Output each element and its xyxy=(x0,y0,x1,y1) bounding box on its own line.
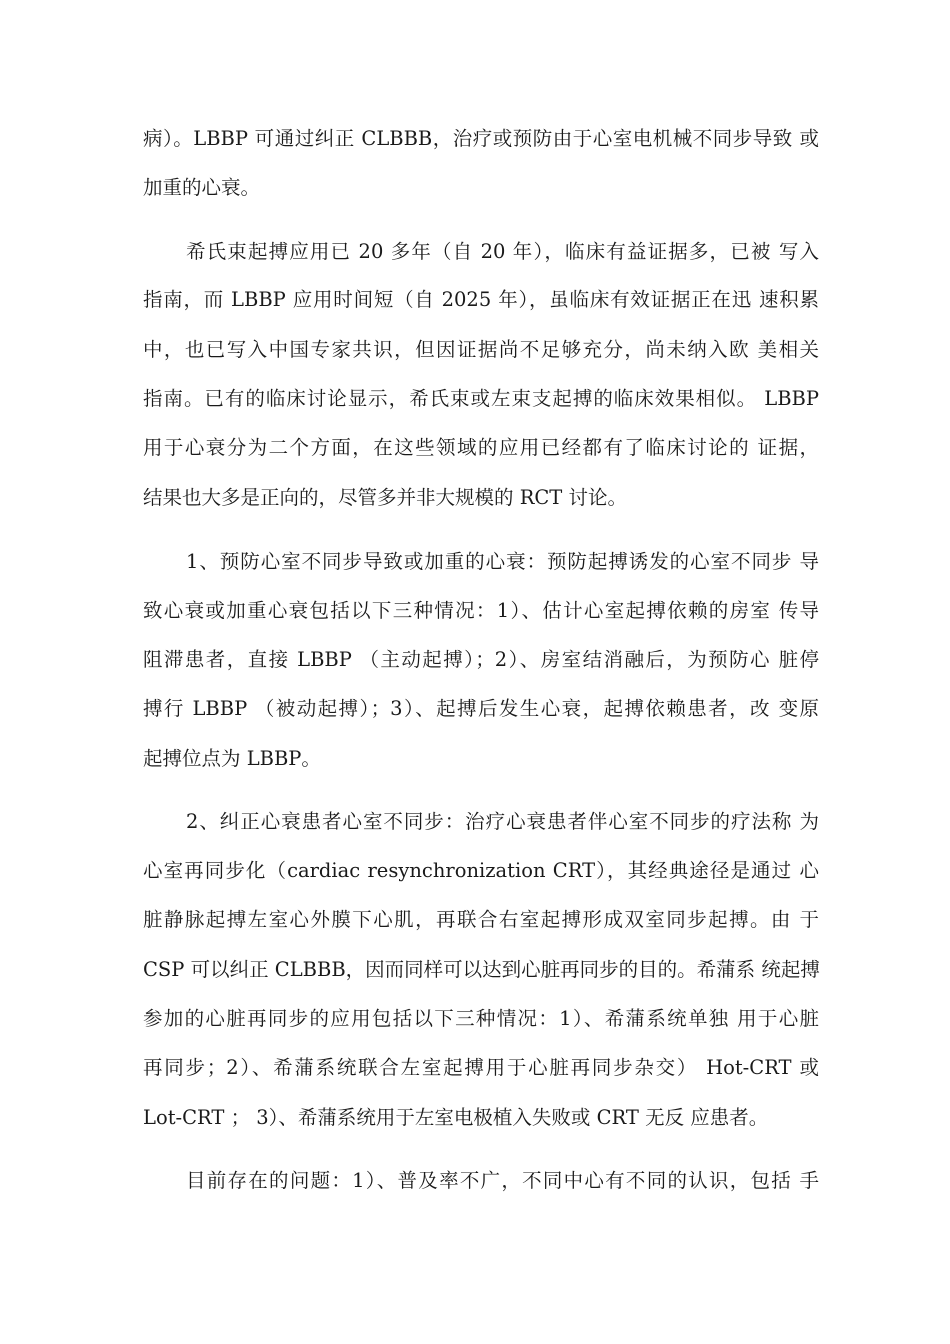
p3-line-4: 搏行 LBBP （被动起搏）；3）、起搏后发生心衰，起搏依赖患者，改 变原 xyxy=(143,697,819,720)
p3-line-5: 起搏位点为 LBBP。 xyxy=(143,747,321,770)
p2-line-2: 指南，而 LBBP 应用时间短（自 2025 年），虽临床有效证据正在迅 速积累 xyxy=(143,288,819,311)
p4-line-5: 参加的心脏再同步的应用包括以下三种情况：1）、希蒲系统单独 用于心脏 xyxy=(143,1007,819,1030)
p4-line-3: 脏静脉起搏左室心外膜下心肌，再联合右室起搏形成双室同步起搏。由 于 xyxy=(143,908,819,931)
p2-line-4: 指南。已有的临床讨论显示，希氏束或左束支起搏的临床效果相似。 LBBP xyxy=(143,387,819,410)
p4-line-4: CSP 可以纠正 CLBBB，因而同样可以达到心脏再同步的目的。希蒲系 统起搏 xyxy=(143,958,820,981)
p4-line-1: 2、纠正心衰患者心室不同步：治疗心衰患者伴心室不同步的疗法称 为 xyxy=(186,810,819,833)
p4-line-7: Lot-CRT ； 3）、希蒲系统用于左室电极植入失败或 CRT 无反 应患者。 xyxy=(143,1106,769,1129)
p1-line-2: 加重的心衰。 xyxy=(143,176,261,199)
p1-line-1: 病）。LBBP 可通过纠正 CLBBB，治疗或预防由于心室电机械不同步导致 或 xyxy=(143,127,819,150)
p3-line-1: 1、预防心室不同步导致或加重的心衰：预防起搏诱发的心室不同步 导 xyxy=(186,550,819,573)
p4-line-2: 心室再同步化（cardiac resynchronization CRT），其经典途径是通过 心 xyxy=(143,859,819,882)
p2-line-1: 希氏束起搏应用已 20 多年（自 20 年），临床有益证据多，已被 写入 xyxy=(186,240,819,263)
p2-line-3: 中，也已写入中国专家共识，但因证据尚不足够充分，尚未纳入欧 美相关 xyxy=(143,338,819,361)
p2-line-6: 结果也大多是正向的，尽管多并非大规模的 RCT 讨论。 xyxy=(143,486,628,509)
p3-line-2: 致心衰或加重心衰包括以下三种情况：1）、估计心室起搏依赖的房室 传导 xyxy=(143,599,819,622)
p2-line-5: 用于心衰分为二个方面，在这些领域的应用已经都有了临床讨论的 证据， xyxy=(143,436,819,459)
p5-line-1: 目前存在的问题：1）、普及率不广，不同中心有不同的认识，包括 手 xyxy=(186,1169,819,1192)
p3-line-3: 阻滞患者，直接 LBBP （主动起搏）；2）、房室结消融后，为预防心 脏停 xyxy=(143,648,819,671)
p4-line-6: 再同步；2）、希蒲系统联合左室起搏用于心脏再同步杂交） Hot-CRT 或 xyxy=(143,1056,819,1079)
